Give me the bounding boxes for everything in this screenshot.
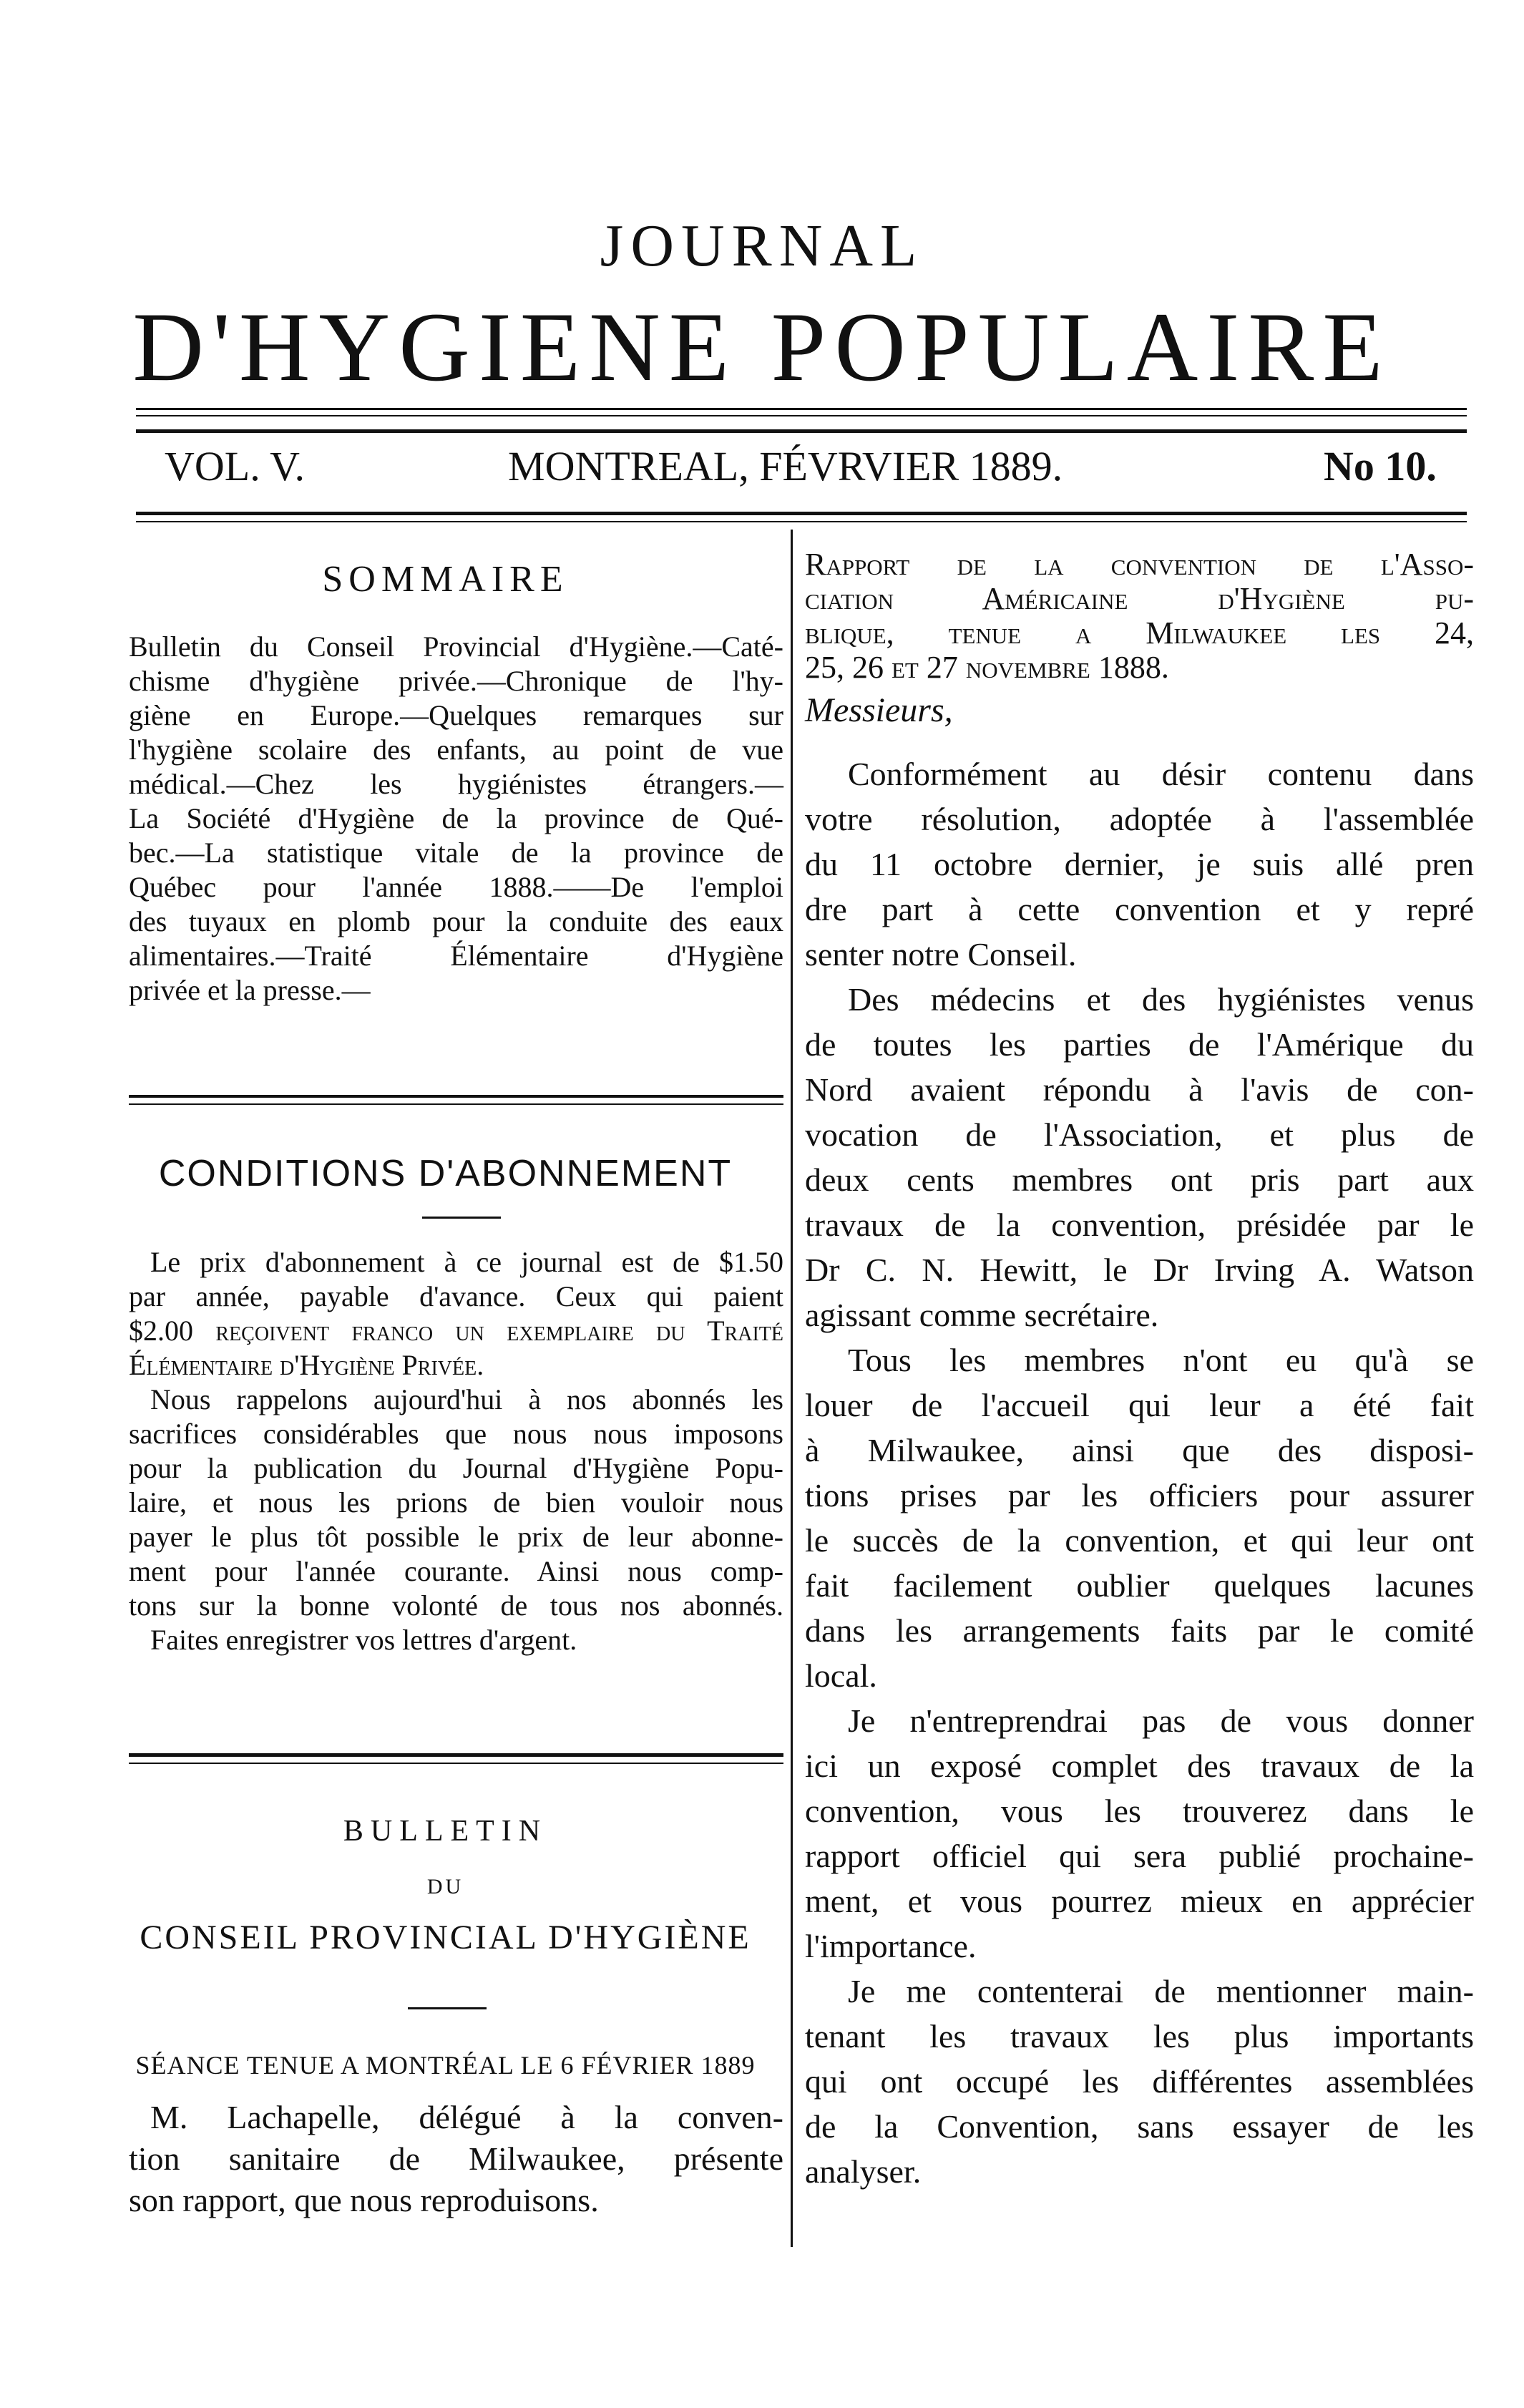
sommaire-line: giène en Europe.—Quelques remarques sur xyxy=(129,699,783,731)
sommaire-line: Bulletin du Conseil Provincial d'Hygiène.—Caté- xyxy=(129,630,783,663)
masthead-rule-top-2 xyxy=(136,415,1467,416)
body-line: dre part à cette convention et y repré xyxy=(805,891,1474,927)
body-line: deux cents membres ont pris part aux xyxy=(805,1161,1474,1198)
body-line: ment, et vous pourrez mieux en apprécier xyxy=(805,1883,1474,1919)
conditions-line: Faites enregistrer vos lettres d'argent. xyxy=(150,1624,577,1656)
conditions-line: pour la publication du Journal d'Hygiène Popu- xyxy=(129,1452,783,1484)
sommaire-text xyxy=(107,630,783,1008)
body-line: Tous les membres n'ont eu qu'à se xyxy=(848,1342,1474,1378)
bulletin-conseil: CONSEIL PROVINCIAL D'HYGIÈNE xyxy=(140,1919,751,1956)
rapport-title xyxy=(805,547,1474,685)
body-line: louer de l'accueil qui leur a été fait xyxy=(805,1387,1474,1423)
seance-line: SÉANCE TENUE A MONTRÉAL LE 6 FÉVRIER 1889 xyxy=(135,2051,756,2080)
body-line: qui ont occupé les différentes assemblées xyxy=(805,2063,1474,2100)
section-rule xyxy=(129,1753,783,1757)
conditions-line: ment pour l'année courante. Ainsi nous comp- xyxy=(129,1555,783,1587)
conditions-text xyxy=(107,1245,783,1657)
conditions-line: $2.00 reçoivent franco un exemplaire du Traité xyxy=(129,1315,783,1347)
sommaire-line: La Société d'Hygiène de la province de Qué- xyxy=(129,802,783,834)
bulletin-line: tion sanitaire de Milwaukee, présente xyxy=(129,2140,783,2177)
body-line: Dr C. N. Hewitt, le Dr Irving A. Watson xyxy=(805,1252,1474,1288)
bulletin-text xyxy=(107,2097,783,2221)
salutation: Messieurs, xyxy=(805,691,953,729)
conditions-line: sacrifices considérables que nous nous imposons xyxy=(129,1418,783,1450)
body-line: l'importance. xyxy=(805,1928,977,1964)
column-divider xyxy=(791,530,793,2247)
bulletin-line: M. Lachapelle, délégué à la conven- xyxy=(150,2099,783,2135)
sommaire-line: privée et la presse.— xyxy=(129,974,371,1006)
body-line: de toutes les parties de l'Amérique du xyxy=(805,1026,1474,1063)
conditions-line: laire, et nous les prions de bien vouloir nous xyxy=(129,1486,783,1519)
sommaire-line: alimentaires.—Traité Élémentaire d'Hygiène xyxy=(129,940,783,972)
body-line: travaux de la convention, présidée par le xyxy=(805,1207,1474,1243)
conditions-heading: CONDITIONS D'ABONNEMENT xyxy=(158,1153,733,1194)
bulletin-heading: BULLETIN xyxy=(343,1815,548,1848)
body-line: tions prises par les officiers pour assurer xyxy=(805,1477,1474,1513)
issue-line xyxy=(136,442,1467,499)
short-rule xyxy=(408,2007,487,2009)
sommaire-line: des tuyaux en plomb pour la conduite des eaux xyxy=(129,905,783,937)
conditions-line: payer le plus tôt possible le prix de leur abonne- xyxy=(129,1521,783,1553)
masthead-rule-top-3 xyxy=(136,429,1467,433)
masthead-rule-top xyxy=(136,408,1467,410)
body-line: Des médecins et des hygiénistes venus xyxy=(848,981,1474,1018)
bulletin-line: son rapport, que nous reproduisons. xyxy=(129,2182,599,2218)
body-line: ici un exposé complet des travaux de la xyxy=(805,1747,1474,1784)
sommaire-line: bec.—La statistique vitale de la province de xyxy=(129,837,783,869)
section-rule xyxy=(129,1763,783,1764)
rapport-title-line: ciation Américaine d'Hygiène pu- xyxy=(805,581,1474,616)
body-line: de la Convention, sans essayer de les xyxy=(805,2108,1474,2145)
journal-word: JOURNAL xyxy=(600,213,924,279)
body-line: senter notre Conseil. xyxy=(805,936,1077,973)
masthead-rule-bottom-2 xyxy=(136,521,1467,522)
journal-title: D'HYGIENE POPULAIRE xyxy=(132,292,1392,401)
body-line: Nord avaient répondu à l'avis de con- xyxy=(805,1071,1474,1108)
body-line: Je n'entreprendrai pas de vous donner xyxy=(848,1702,1474,1739)
body-line: rapport officiel qui sera publié prochaine- xyxy=(805,1838,1474,1874)
masthead-rule-bottom xyxy=(136,512,1467,515)
bulletin-du: DU xyxy=(426,1875,464,1898)
conditions-line: tons sur la bonne volonté de tous nos abonnés. xyxy=(129,1589,783,1622)
issue-number: No 10. xyxy=(1324,443,1437,489)
body-line: local. xyxy=(805,1657,877,1694)
sommaire-line: chisme d'hygiène privée.—Chronique de l'hy- xyxy=(129,665,783,697)
conditions-line: Le prix d'abonnement à ce journal est de $1.50 xyxy=(150,1246,783,1278)
conditions-line: par année, payable d'avance. Ceux qui paient xyxy=(129,1280,783,1312)
sommaire-line: l'hygiène scolaire des enfants, au point de vue xyxy=(129,733,783,766)
body-line: fait facilement oublier quelques lacunes xyxy=(805,1567,1474,1604)
section-rule xyxy=(129,1095,783,1098)
sommaire-heading: SOMMAIRE xyxy=(322,559,569,600)
body-line: convention, vous les trouverez dans le xyxy=(805,1793,1474,1829)
body-line: du 11 octobre dernier, je suis allé pren xyxy=(805,846,1474,882)
body-line: vocation de l'Association, et plus de xyxy=(805,1116,1474,1153)
body-line: analyser. xyxy=(805,2153,922,2190)
sommaire-line: Québec pour l'année 1888.——De l'emploi xyxy=(129,871,783,903)
sommaire-line: médical.—Chez les hygiénistes étrangers.— xyxy=(129,768,783,800)
body-line: tenant les travaux les plus importants xyxy=(805,2018,1474,2054)
conditions-line: Nous rappelons aujourd'hui à nos abonnés les xyxy=(150,1383,783,1415)
rapport-body xyxy=(805,751,1474,2194)
body-line: Je me contenterai de mentionner main- xyxy=(848,1973,1474,2009)
body-line: dans les arrangements faits par le comité xyxy=(805,1612,1474,1649)
body-line: à Milwaukee, ainsi que des disposi- xyxy=(805,1432,1474,1468)
body-line: le succès de la convention, et qui leur ont xyxy=(805,1522,1474,1559)
place-date: MONTREAL, FÉVRVIER 1889. xyxy=(508,443,1063,489)
conditions-line: Élémentaire d'Hygiène Privée. xyxy=(129,1349,484,1381)
short-rule xyxy=(422,1217,501,1219)
body-line: Conformément au désir contenu dans xyxy=(848,756,1474,792)
rapport-title-line: Rapport de la convention de l'Asso- xyxy=(805,547,1474,582)
rapport-title-line: 25, 26 et 27 novembre 1888. xyxy=(805,650,1169,685)
rapport-title-line: blique, tenue a Milwaukee les 24, xyxy=(805,615,1474,650)
body-line: agissant comme secrétaire. xyxy=(805,1297,1159,1333)
section-rule xyxy=(129,1103,783,1105)
volume-label: VOL. V. xyxy=(165,443,306,489)
body-line: votre résolution, adoptée à l'assemblée xyxy=(805,801,1474,837)
